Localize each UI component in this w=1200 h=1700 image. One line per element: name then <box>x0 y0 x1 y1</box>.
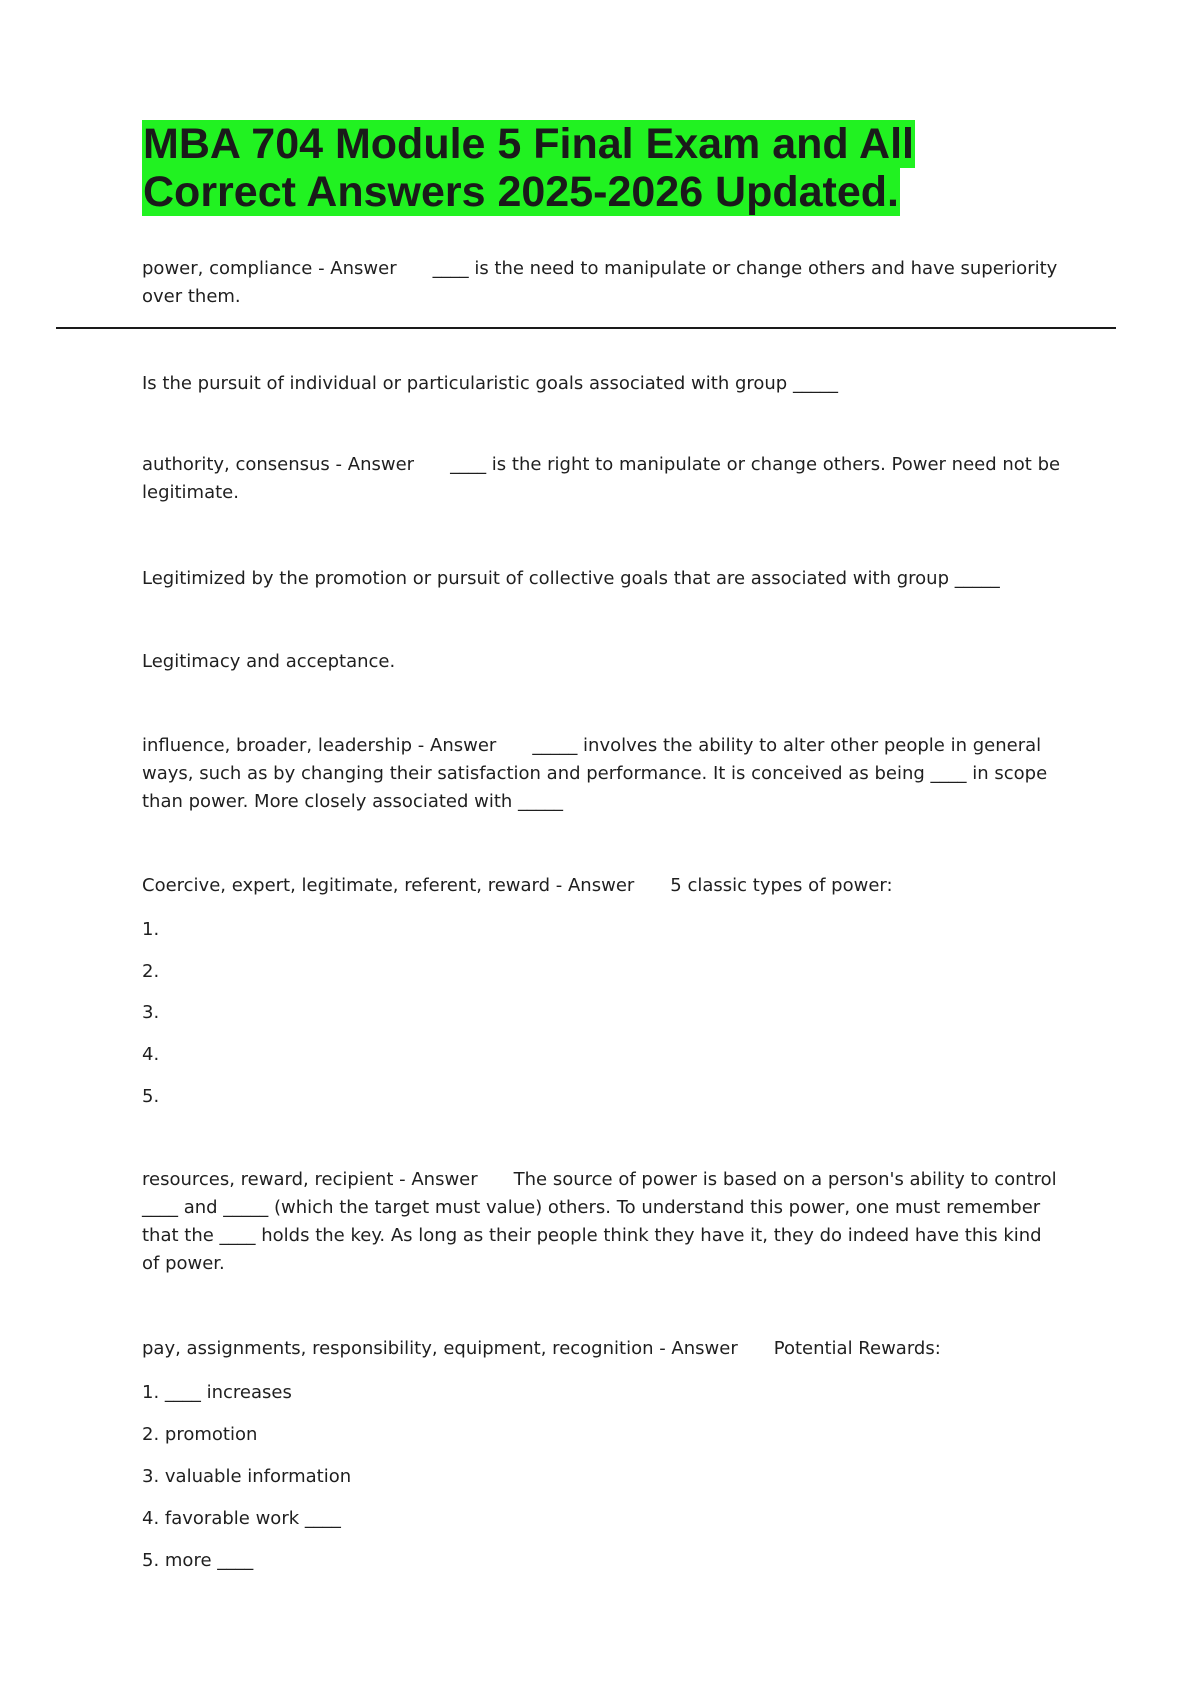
followup-text: Is the pursuit of individual or particularistic goals associated with group _____ <box>142 373 838 394</box>
question-text: Potential Rewards: <box>773 1338 941 1359</box>
answer-text: authority, consensus - Answer <box>142 454 415 475</box>
list-item: 1. ____ increases <box>142 1382 292 1403</box>
qa-item-1 <box>142 255 1062 311</box>
list-item: 4. <box>142 1044 160 1065</box>
question-text: _____ involves the ability to alter other people in general ways, such as by changing their satisfaction and performance. It is conceived as being ____ in scope than power. More closely associated with _____ <box>142 735 1048 812</box>
answer-text: influence, broader, leadership - Answer <box>142 735 497 756</box>
list-item: 4. favorable work ____ <box>142 1508 341 1529</box>
answer-text: resources, reward, recipient - Answer <box>142 1169 478 1190</box>
question-text: ____ is the need to manipulate or change others and have superiority over them. <box>142 258 1058 307</box>
list-item: 5. <box>142 1086 160 1107</box>
question-text: The source of power is based on a person's ability to control ____ and _____ (which the target must value) others. To understand this power, one must remember that the ____ holds the key. As long as their people think they have it, they do indeed have this kind of power. <box>142 1169 1057 1274</box>
qa-item-6 <box>142 1335 1062 1363</box>
document-title <box>142 120 1012 216</box>
followup-text: Legitimized by the promotion or pursuit of collective goals that are associated with group _____ <box>142 568 1000 589</box>
list-item: 2. promotion <box>142 1424 258 1445</box>
question-text: ____ is the right to manipulate or change others. Power need not be legitimate. <box>142 454 1061 503</box>
followup-text: Legitimacy and acceptance. <box>142 651 396 672</box>
question-text: 5 classic types of power: <box>670 875 893 896</box>
qa-item-2 <box>142 451 1062 507</box>
list-item: 3. <box>142 1002 160 1023</box>
answer-text: Coercive, expert, legitimate, referent, reward - Answer <box>142 875 635 896</box>
list-item: 2. <box>142 961 160 982</box>
list-item: 3. valuable information <box>142 1466 352 1487</box>
list-item: 1. <box>142 919 160 940</box>
qa-followup-2 <box>142 565 1062 593</box>
divider <box>56 327 1116 329</box>
list-item: 5. more ____ <box>142 1550 254 1571</box>
qa-item-5 <box>142 1166 1062 1278</box>
qa-followup-1 <box>142 370 1062 398</box>
answer-text: power, compliance - Answer <box>142 258 397 279</box>
qa-item-4 <box>142 872 1062 900</box>
qa-item-3 <box>142 732 1062 816</box>
qa-followup-2b <box>142 648 1062 676</box>
answer-text: pay, assignments, responsibility, equipment, recognition - Answer <box>142 1338 738 1359</box>
title-highlight: MBA 704 Module 5 Final Exam and All Correct Answers 2025-2026 Updated. <box>143 120 914 216</box>
